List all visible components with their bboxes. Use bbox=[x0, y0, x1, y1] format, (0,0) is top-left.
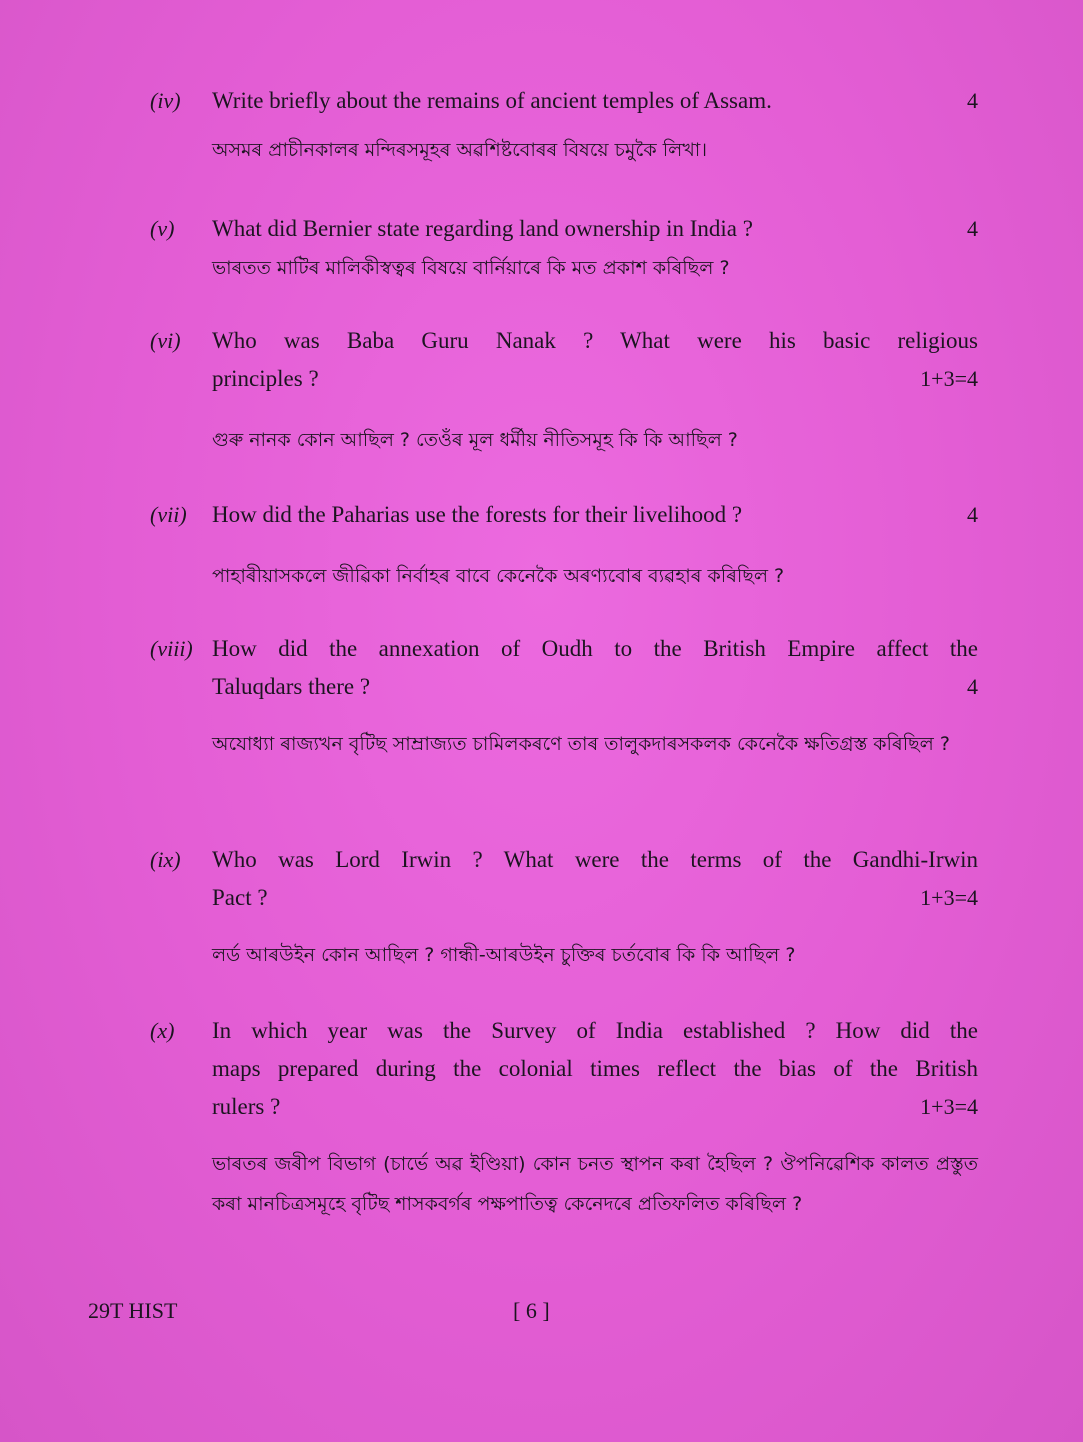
question-x bbox=[150, 1012, 980, 1224]
marks: 4 bbox=[967, 674, 978, 699]
question-text-en-line3: rulers ? bbox=[212, 1094, 281, 1119]
paper-code: 29T HIST bbox=[88, 1298, 178, 1323]
question-text-en-line2: maps prepared during the colonial times reflect the bias of the British bbox=[212, 1056, 978, 1081]
marks: 1+3=4 bbox=[920, 1094, 978, 1119]
question-text-as: অসমৰ প্ৰাচীনকালৰ মন্দিৰসমূহৰ অৱশিষ্টবোৰৰ বিষয়ে চমুকৈ লিখা। bbox=[212, 139, 708, 161]
question-text-as: ভাৰতৰ জৰীপ বিভাগ (চাৰ্ভে অৱ ইণ্ডিয়া) কোন চনত স্থাপন কৰা হৈছিল ? ঔপনিৱেশিক কালত প্ৰস্তুত কৰা মানচিত্ৰসমূহে বৃটিছ শাসকবৰ্গৰ পক্ষপাতিত্ব কেনেদৰে প্ৰতিফলিত কৰিছিল ? bbox=[212, 1153, 978, 1215]
question-number: (ix) bbox=[150, 847, 181, 872]
question-number: (iv) bbox=[150, 88, 181, 113]
question-ix bbox=[150, 841, 980, 975]
question-text-as: লৰ্ড আৰউইন কোন আছিল ? গান্ধী-আৰউইন চুক্তিৰ চৰ্তবোৰ কি কি আছিল ? bbox=[212, 944, 796, 966]
question-text-as: গুৰু নানক কোন আছিল ? তেওঁৰ মূল ধৰ্মীয় নীতিসমূহ কি কি আছিল ? bbox=[212, 429, 738, 451]
question-viii bbox=[150, 630, 980, 764]
question-text-en: How did the Paharias use the forests for their livelihood ? bbox=[212, 502, 743, 527]
marks: 1+3=4 bbox=[920, 885, 978, 910]
question-number: (x) bbox=[150, 1018, 175, 1043]
marks: 4 bbox=[967, 216, 978, 241]
question-text-en-line1: In which year was the Survey of India established ? How did the bbox=[212, 1018, 978, 1043]
question-iv bbox=[150, 82, 980, 170]
question-text-as: পাহাৰীয়াসকলে জীৱিকা নিৰ্বাহৰ বাবে কেনেকৈ অৰণ্যবোৰ ব্যৱহাৰ কৰিছিল ? bbox=[212, 565, 785, 587]
question-number: (vi) bbox=[150, 328, 181, 353]
question-text-en-line1: How did the annexation of Oudh to the British Empire affect the bbox=[212, 636, 978, 661]
question-text-as: অযোধ্যা ৰাজ্যখন বৃটিছ সাম্ৰাজ্যত চামিলকৰণে তাৰ তালুকদাৰসকলক কেনেকৈ ক্ষতিগ্ৰস্ত কৰিছিল ? bbox=[212, 733, 950, 755]
question-number: (viii) bbox=[150, 636, 193, 661]
question-vi bbox=[150, 322, 980, 460]
marks: 4 bbox=[967, 88, 978, 113]
question-text-en-line2: Taluqdars there ? bbox=[212, 674, 371, 699]
page-number: [ 6 ] bbox=[513, 1298, 550, 1323]
question-number: (v) bbox=[150, 216, 175, 241]
question-v bbox=[150, 210, 980, 288]
question-text-en-line2: Pact ? bbox=[212, 885, 268, 910]
question-text-en-line2: principles ? bbox=[212, 366, 319, 391]
question-number: (vii) bbox=[150, 502, 187, 527]
question-text-en-line1: Who was Lord Irwin ? What were the terms of the Gandhi-Irwin bbox=[212, 847, 978, 872]
question-vii bbox=[150, 496, 980, 596]
marks: 4 bbox=[967, 502, 978, 527]
question-text-as: ভাৰতত মাটিৰ মালিকীস্বত্বৰ বিষয়ে বাৰ্নিয়াৰে কি মত প্ৰকাশ কৰিছিল ? bbox=[212, 257, 730, 279]
marks: 1+3=4 bbox=[920, 366, 978, 391]
question-text-en-line1: Who was Baba Guru Nanak ? What were his basic religious bbox=[212, 328, 978, 353]
question-text-en: What did Bernier state regarding land ownership in India ? bbox=[212, 216, 753, 241]
question-text-en: Write briefly about the remains of ancient temples of Assam. bbox=[212, 88, 772, 113]
